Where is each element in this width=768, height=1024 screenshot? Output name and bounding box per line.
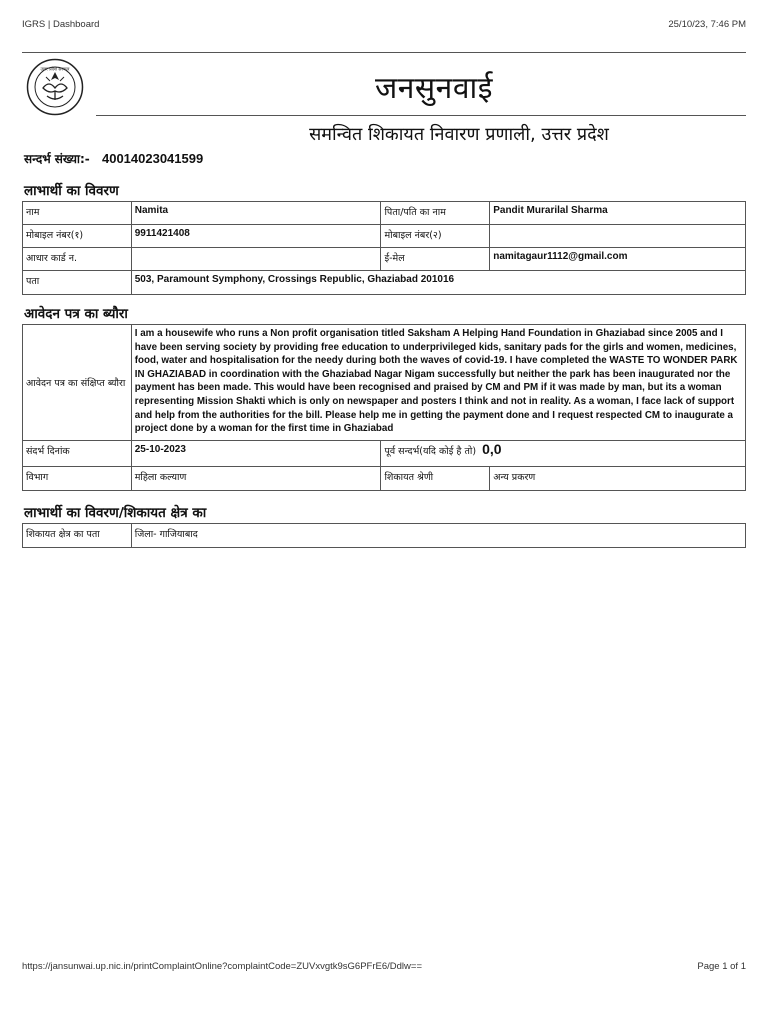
- print-header-datetime: 25/10/23, 7:46 PM: [668, 19, 746, 30]
- table-row: [23, 467, 746, 491]
- mobile1-label: मोबाइल नंबर(१): [23, 225, 132, 248]
- site-title: जनसुनवाई: [374, 71, 494, 106]
- table-row: [23, 441, 746, 467]
- prev-ref-label: पूर्व सन्दर्भ(यदि कोई है तो): [384, 446, 477, 457]
- aadhaar-label: आधार कार्ड न.: [23, 248, 132, 271]
- summary-label: आवेदन पत्र का संक्षिप्त ब्यौरा: [23, 325, 132, 441]
- logo-text: उत्तर प्रदेश सरकार: [40, 67, 70, 73]
- mobile1-value: 9911421408: [131, 225, 381, 248]
- aadhaar-value: [131, 248, 381, 271]
- beneficiary-section-title: लाभार्थी का विवरण: [24, 183, 119, 199]
- dept-label: विभाग: [23, 467, 132, 491]
- email-label: ई-मेल: [381, 248, 490, 271]
- area-section-title: लाभार्थी का विवरण/शिकायत क्षेत्र का: [24, 505, 207, 521]
- table-row: [23, 325, 746, 441]
- area-address-value: जिला- गाजियाबाद: [131, 524, 745, 548]
- print-footer: [22, 961, 746, 972]
- application-section-title: आवेदन पत्र का ब्यौरा: [24, 306, 128, 322]
- title-divider: [96, 115, 746, 116]
- footer-url[interactable]: https://jansunwai.up.nic.in/printComplaintOnline?complaintCode=ZUVxvgtk9sG6PFrE6/Ddlw==: [22, 961, 422, 972]
- table-row: [23, 225, 746, 248]
- reference-label: सन्दर्भ संख्या:-: [24, 152, 90, 166]
- date-label: संदर्भ दिनांक: [23, 441, 132, 467]
- category-value: अन्य प्रकरण: [490, 467, 746, 491]
- footer-page: Page 1 of 1: [697, 961, 746, 972]
- area-table: [22, 523, 746, 548]
- category-label: शिकायत श्रेणी: [381, 467, 490, 491]
- top-divider: [22, 52, 746, 53]
- application-table: [22, 324, 746, 491]
- table-row: [23, 248, 746, 271]
- reference-number: 40014023041599: [101, 151, 204, 166]
- father-label: पिता/पति का नाम: [381, 202, 490, 225]
- table-row: [23, 202, 746, 225]
- email-value: namitagaur1112@gmail.com: [490, 248, 746, 271]
- father-value: Pandit Murarilal Sharma: [490, 202, 746, 225]
- address-label: पता: [23, 271, 132, 295]
- summary-value: I am a housewife who runs a Non profit organisation titled Saksham A Helping Hand Foundation in Ghaziabad since 2005 and I have been serving society by providing free education to underprivileged kids, sanitary pads for the girls and women, medicines, food, water and hospitalisation for the needy during both the waves of covid-19. I have completed the WASTE TO WONDER PARK IN GHAZIABAD in coordination with the Ghaziabad Nagar Nigam successfully but neither the park has been inaugurated nor the payment has been made. This would have been recognised and praised by CM and PM if it was made by man, but its a woman representing Mission Shakti which is only on newspaper and posters I think and not in reality. As a woman, I face lack of support and help from the authorities for the bill. Please help me in getting the payment done and I request respected CM to inaugurate a project done by a woman for the first time in Ghaziabad: [131, 325, 745, 441]
- table-row: [23, 271, 746, 295]
- date-value: 25-10-2023: [131, 441, 381, 467]
- prev-ref-cell: [381, 441, 746, 467]
- beneficiary-table: [22, 201, 746, 295]
- name-value: Namita: [131, 202, 381, 225]
- address-value: 503, Paramount Symphony, Crossings Republic, Ghaziabad 201016: [131, 271, 745, 295]
- table-row: [23, 524, 746, 548]
- reference-line: [24, 150, 203, 167]
- dept-value: महिला कल्याण: [131, 467, 381, 491]
- print-header-title: IGRS | Dashboard: [22, 19, 100, 30]
- mobile2-value: [490, 225, 746, 248]
- name-label: नाम: [23, 202, 132, 225]
- print-header: [22, 19, 746, 30]
- prev-ref-value: 0,0: [482, 441, 502, 457]
- area-address-label: शिकायत क्षेत्र का पता: [23, 524, 132, 548]
- site-subtitle: समन्वित शिकायत निवारण प्रणाली, उत्तर प्रदेश: [309, 124, 609, 145]
- mobile2-label: मोबाइल नंबर(२): [381, 225, 490, 248]
